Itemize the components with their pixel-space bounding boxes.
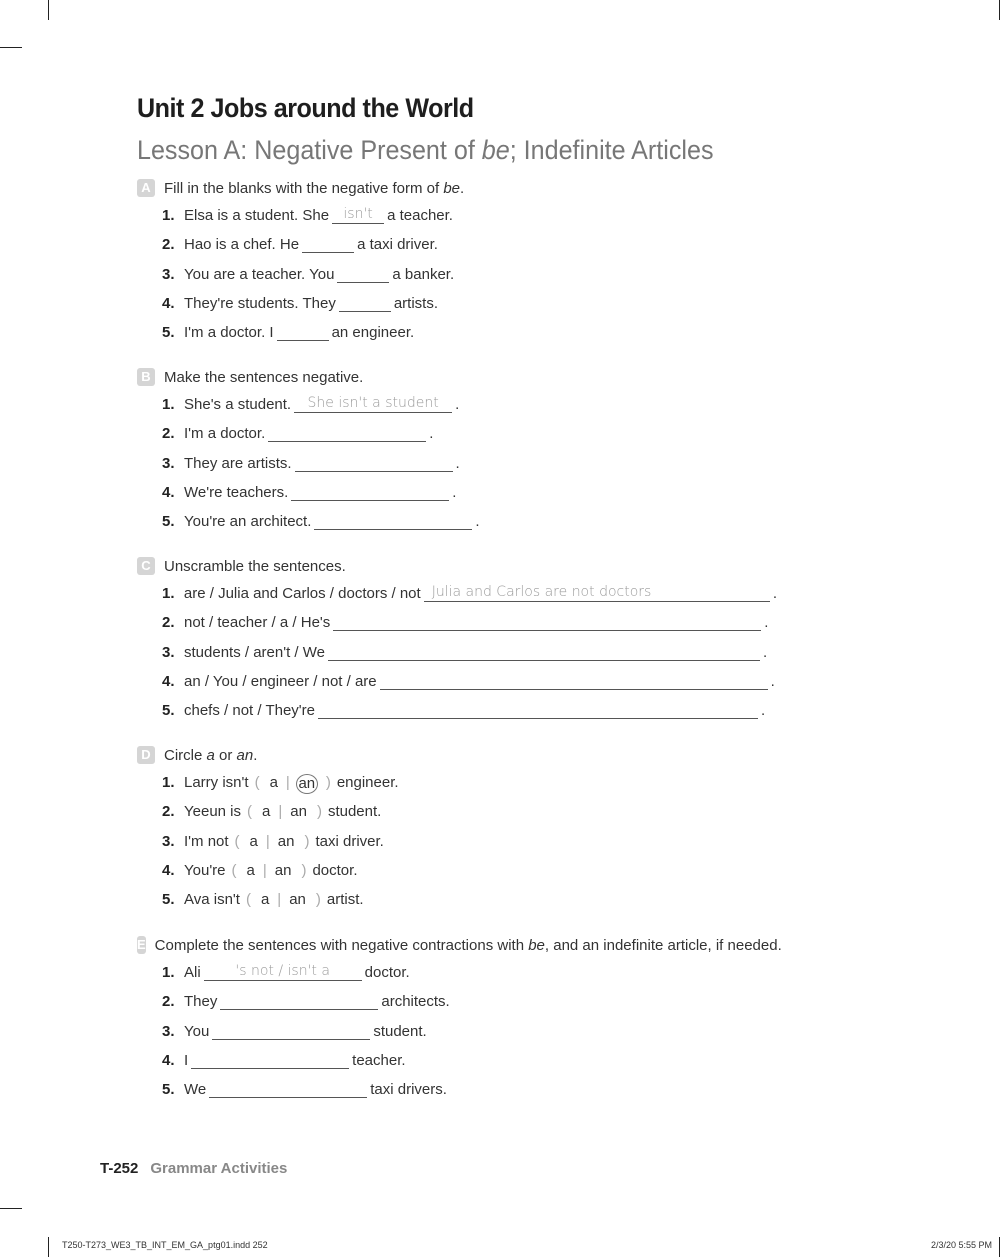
item-prompt: They are artists. [184, 454, 292, 472]
option-separator: | [262, 861, 267, 879]
section-letter-badge: E [137, 937, 146, 952]
item-number: 1. [162, 396, 175, 413]
exercise-item [137, 425, 777, 454]
option-a[interactable]: a [260, 891, 270, 909]
exercise-item [137, 455, 777, 484]
exercise-item [137, 644, 777, 673]
item-continuation: student. [327, 803, 382, 821]
item-number: 1. [162, 207, 175, 224]
exercise-item [137, 1023, 777, 1052]
item-number: 3. [162, 643, 175, 661]
option-a[interactable]: a [249, 832, 258, 850]
item-continuation: a banker. [392, 265, 455, 283]
item-continuation: . [764, 614, 769, 632]
option-an[interactable]: an [290, 803, 307, 821]
item-continuation: . [761, 702, 766, 720]
item-prompt: I [184, 1051, 189, 1069]
exercise-item [137, 513, 777, 542]
exercise-item [137, 484, 777, 513]
section-letter-badge: B [137, 368, 155, 386]
item-number: 4. [162, 483, 175, 501]
item-continuation: doctor. [312, 861, 358, 879]
item-prompt: Ava isn't [184, 891, 240, 909]
item-number: 2. [162, 425, 175, 443]
item-prompt: We're teachers. [184, 483, 289, 501]
exercise-item [137, 1081, 777, 1110]
option-separator: | [277, 891, 282, 909]
item-prompt: are / Julia and Carlos / doctors / not [183, 585, 421, 602]
item-prompt: I'm a doctor. [184, 425, 266, 443]
exercise-item [137, 673, 777, 702]
option-an-circled[interactable]: an [296, 774, 318, 794]
item-prompt: Larry isn't [184, 774, 249, 791]
crop-mark-bottom-left-h [0, 1208, 22, 1209]
answer-blank[interactable] [424, 585, 770, 602]
item-number: 2. [162, 236, 175, 254]
open-paren: ( [231, 861, 237, 879]
item-continuation: . [770, 672, 775, 690]
answer-blank[interactable] [339, 295, 391, 312]
exercise-item [137, 295, 777, 324]
answer-blank[interactable] [220, 993, 378, 1010]
answer-blank[interactable] [209, 1081, 367, 1098]
handwritten-answer: isn't [343, 206, 373, 222]
close-paren: ) [316, 803, 322, 821]
crop-mark-top-left-v [48, 0, 49, 20]
item-continuation: a teacher. [387, 207, 453, 224]
exercise-item [137, 266, 777, 295]
item-prompt: not / teacher / a / He's [184, 614, 331, 632]
item-prompt: You're [184, 861, 226, 879]
option-an[interactable]: an [289, 891, 306, 909]
section-b-heading [137, 367, 777, 387]
item-number: 4. [162, 1051, 175, 1069]
answer-blank[interactable] [294, 396, 452, 413]
option-an[interactable]: an [274, 861, 292, 879]
item-continuation: . [455, 454, 460, 472]
item-continuation: doctor. [364, 964, 410, 981]
option-a[interactable]: a [269, 774, 278, 791]
item-continuation: . [452, 483, 457, 501]
item-continuation: student. [373, 1022, 427, 1040]
item-number: 5. [162, 702, 175, 720]
section-instruction: Make the sentences negative. [164, 368, 364, 386]
section-instruction: Complete the sentences with negative contractions with be, and an indefinite article, if needed. [154, 936, 782, 954]
answer-blank[interactable] [277, 324, 329, 341]
item-prompt: students / aren't / We [184, 643, 325, 661]
answer-blank[interactable] [291, 484, 449, 501]
answer-blank[interactable] [337, 266, 389, 283]
exercise-item [137, 702, 777, 731]
crop-mark-bottom-left-v [48, 1237, 49, 1257]
exercise-item [137, 803, 777, 832]
item-continuation: teacher. [352, 1051, 406, 1069]
exercise-item [137, 964, 777, 993]
section-a-heading [137, 178, 777, 198]
item-continuation: artist. [326, 891, 364, 909]
item-prompt: Hao is a chef. He [184, 236, 300, 254]
section-instruction: Circle a or an. [164, 746, 258, 764]
item-number: 3. [162, 1022, 175, 1040]
section-c [137, 556, 777, 731]
answer-blank[interactable] [318, 702, 758, 719]
item-number: 5. [162, 891, 175, 909]
exercise-item [137, 236, 777, 265]
item-number: 5. [162, 324, 175, 342]
open-paren: ( [254, 774, 260, 791]
item-prompt: You're an architect. [184, 513, 312, 531]
item-continuation: . [475, 513, 480, 531]
item-prompt: I'm not [184, 832, 229, 850]
answer-blank[interactable] [268, 425, 426, 442]
option-a[interactable]: a [246, 861, 255, 879]
section-letter-badge: D [137, 746, 155, 764]
item-prompt: They're students. They [184, 294, 336, 312]
close-paren: ) [301, 861, 307, 879]
item-number: 5. [162, 513, 175, 531]
item-prompt: We [184, 1081, 207, 1099]
exercise-item [137, 207, 777, 236]
option-separator: | [265, 832, 270, 850]
exercise-item [137, 324, 777, 353]
exercise-item [137, 833, 777, 862]
answer-blank[interactable] [212, 1023, 370, 1040]
section-e-heading [137, 935, 782, 955]
close-paren: ) [315, 891, 321, 909]
option-an[interactable]: an [277, 832, 295, 850]
answer-blank[interactable] [204, 964, 362, 981]
answer-blank[interactable] [333, 614, 761, 631]
answer-blank[interactable] [328, 644, 760, 661]
item-continuation: taxi drivers. [370, 1081, 447, 1099]
item-number: 3. [162, 832, 175, 850]
answer-blank[interactable] [191, 1052, 349, 1069]
item-continuation: . [455, 396, 460, 413]
item-number: 2. [162, 993, 175, 1011]
item-number: 3. [162, 265, 175, 283]
section-e [137, 935, 782, 1110]
item-number: 4. [162, 861, 175, 879]
page-number: T-252 [100, 1160, 139, 1177]
handwritten-answer: She isn't a student [307, 395, 439, 411]
crop-mark-top-left-h [0, 47, 22, 48]
close-paren: ) [304, 832, 310, 850]
option-a[interactable]: a [262, 803, 271, 821]
exercise-item [137, 862, 777, 891]
item-prompt: an / You / engineer / not / are [184, 672, 377, 690]
item-continuation: . [763, 643, 768, 661]
open-paren: ( [247, 803, 252, 821]
item-continuation: taxi driver. [315, 832, 384, 850]
open-paren: ( [245, 891, 251, 909]
handwritten-answer: Julia and Carlos are not doctors [431, 584, 652, 600]
item-number: 4. [162, 294, 175, 312]
section-instruction: Unscramble the sentences. [164, 557, 346, 575]
item-number: 5. [162, 1081, 175, 1099]
item-continuation: engineer. [336, 774, 399, 791]
item-number: 2. [162, 803, 175, 821]
answer-blank[interactable] [302, 236, 354, 253]
exercise-item [137, 993, 777, 1022]
exercise-item [137, 1052, 777, 1081]
item-continuation: a taxi driver. [357, 236, 438, 254]
page-title: Unit 2 Jobs around the World [137, 93, 474, 123]
item-prompt: They [184, 993, 218, 1011]
exercise-item [137, 614, 777, 643]
section-instruction: Fill in the blanks with the negative form of be. [164, 179, 465, 197]
page-footer [100, 1160, 287, 1177]
item-prompt: Yeeun is [184, 803, 241, 821]
exercise-item [137, 585, 777, 614]
item-prompt: You [184, 1022, 210, 1040]
item-number: 1. [162, 774, 175, 791]
exercise-item [137, 774, 777, 803]
answer-blank[interactable] [332, 207, 384, 224]
item-number: 4. [162, 672, 175, 690]
print-slug-file: T250-T273_WE3_TB_INT_EM_GA_ptg01.indd 252 [62, 1240, 268, 1250]
item-number: 3. [162, 454, 175, 472]
option-separator: | [285, 774, 290, 791]
footer-section-name: Grammar Activities [150, 1160, 288, 1177]
open-paren: ( [234, 832, 240, 850]
print-slug-date: 2/3/20 5:55 PM [930, 1240, 992, 1250]
option-separator: | [278, 803, 283, 821]
item-continuation: an engineer. [331, 324, 415, 342]
item-continuation: architects. [381, 993, 450, 1011]
item-continuation: . [772, 585, 777, 602]
item-continuation: . [429, 425, 434, 443]
item-prompt: I'm a doctor. I [184, 324, 274, 342]
handwritten-answer: 's not / isn't a [235, 963, 330, 979]
section-d-heading [137, 745, 777, 765]
answer-blank[interactable] [314, 513, 472, 530]
section-b [137, 367, 777, 542]
close-paren: ) [325, 774, 331, 791]
item-number: 1. [162, 964, 175, 981]
section-letter-badge: C [137, 557, 155, 575]
item-prompt: Elsa is a student. She [184, 207, 330, 224]
item-prompt: You are a teacher. You [184, 265, 335, 283]
item-number: 1. [162, 585, 175, 602]
exercise-item [137, 396, 777, 425]
exercise-item [137, 891, 777, 920]
item-prompt: chefs / not / They're [184, 702, 315, 720]
item-prompt: She's a student. [184, 396, 292, 413]
section-d [137, 745, 777, 920]
item-prompt: Ali [184, 964, 201, 981]
section-c-heading [137, 556, 777, 576]
answer-blank[interactable] [380, 673, 768, 690]
section-a [137, 178, 777, 353]
answer-blank[interactable] [295, 455, 453, 472]
lesson-subtitle: Lesson A: Negative Present of be; Indefinite Articles [137, 135, 714, 165]
section-letter-badge: A [137, 179, 155, 197]
item-number: 2. [162, 614, 175, 632]
item-continuation: artists. [393, 294, 439, 312]
